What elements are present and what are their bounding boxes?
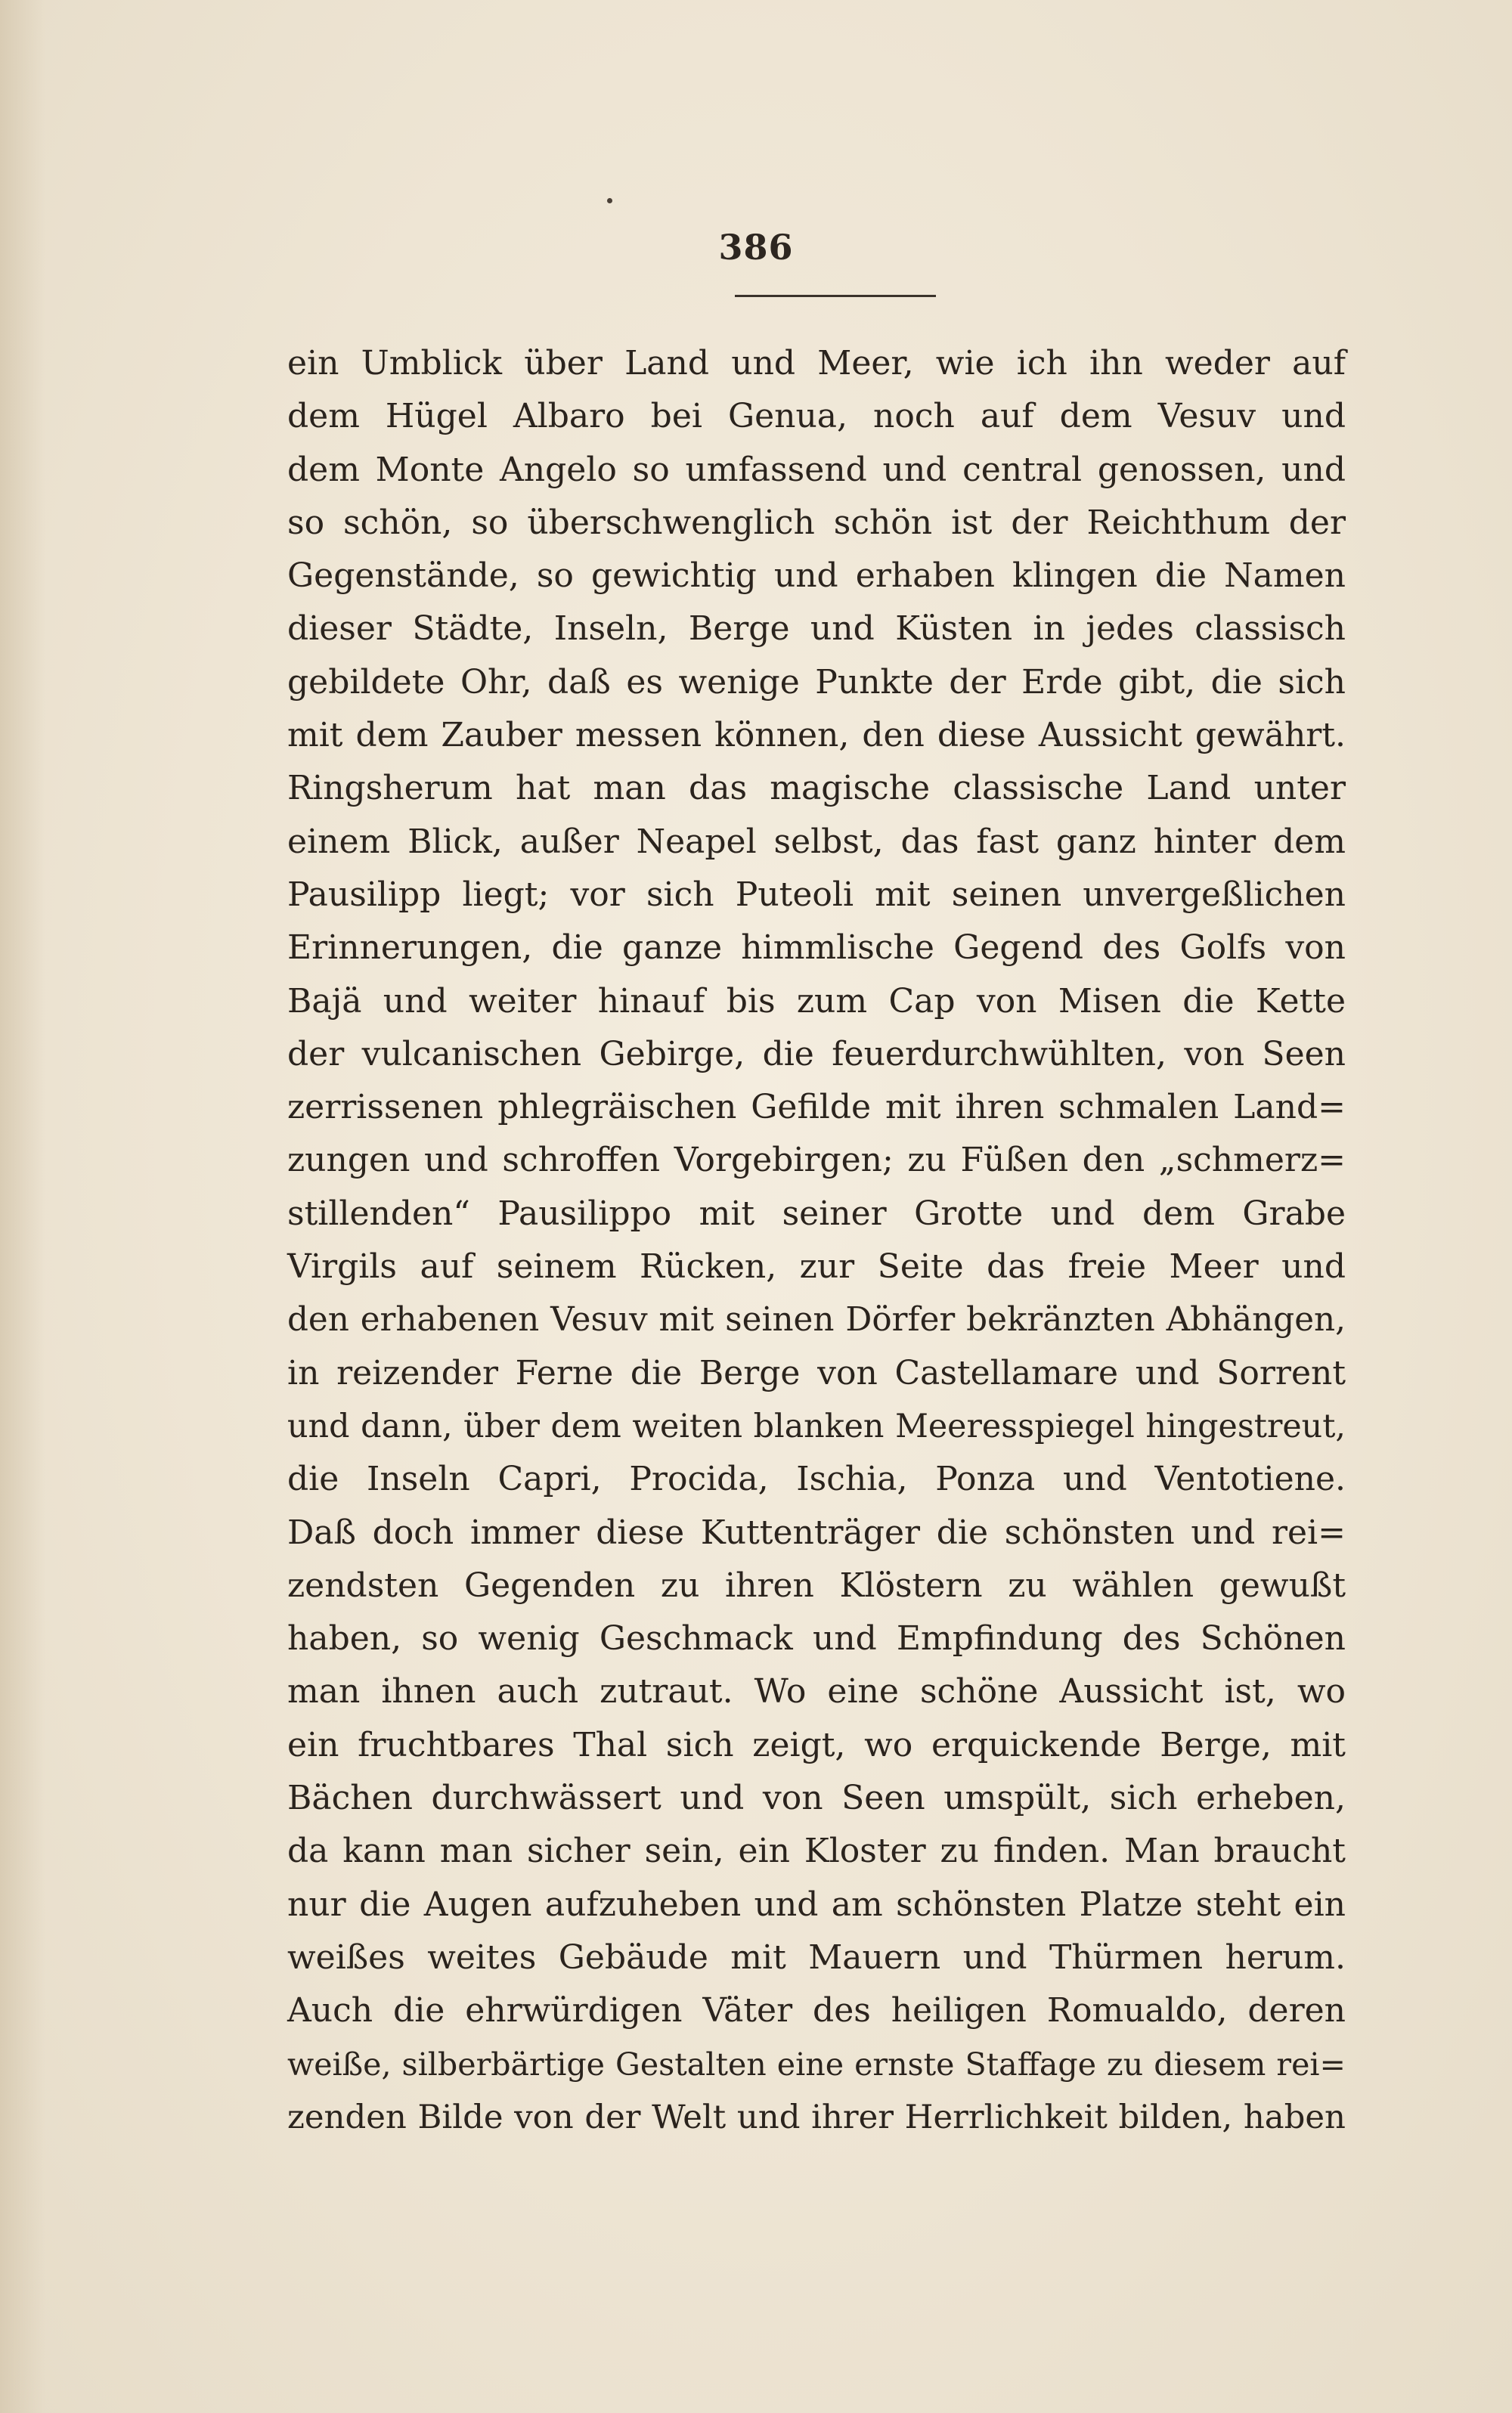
text-line: dieser Städte, Inseln, Berge und Küsten in jedes classisch: [287, 609, 1346, 649]
text-line: man ihnen auch zutraut. Wo eine schöne Aussicht ist, wo: [287, 1672, 1346, 1711]
text-line: den erhabenen Vesuv mit seinen Dörfer bekränzten Abhängen,: [287, 1301, 1346, 1340]
text-line: Pausilipp liegt; vor sich Puteoli mit seinen unvergeßlichen: [287, 875, 1346, 914]
text-line: einem Blick, außer Neapel selbst, das fast ganz hinter dem: [287, 822, 1346, 861]
text-line: zenden Bilde von der Welt und ihrer Herrlichkeit bilden, haben: [287, 2098, 1346, 2136]
text-line: Bächen durchwässert und von Seen umspült, sich erheben,: [287, 1779, 1346, 1818]
text-line: in reizender Ferne die Berge von Castellamare und Sorrent: [287, 1353, 1346, 1392]
text-line: Gegenstände, so gewichtig und erhaben klingen die Namen: [287, 556, 1346, 596]
body-text: [287, 337, 1346, 2144]
text-line: Ringsherum hat man das magische classische Land unter: [287, 769, 1346, 808]
text-line: Auch die ehrwürdigen Väter des heiligen Romualdo, deren: [287, 1991, 1346, 2030]
page-number: 386: [718, 227, 794, 268]
text-line: haben, so wenig Geschmack und Empfindung des Schönen: [287, 1619, 1346, 1659]
text-line: Virgils auf seinem Rücken, zur Seite das freie Meer und: [287, 1247, 1346, 1287]
text-line: zerrissenen phlegräischen Gefilde mit ihren schmalen Land=: [287, 1088, 1346, 1127]
text-line: da kann man sicher sein, ein Kloster zu finden. Man braucht: [287, 1832, 1346, 1871]
text-line: gebildete Ohr, daß es wenige Punkte der Erde gibt, die sich: [287, 662, 1346, 702]
text-line: stillenden“ Pausilippo mit seiner Grotte und dem Grabe: [287, 1194, 1346, 1233]
header-rule: [735, 295, 936, 297]
text-line: Daß doch immer diese Kuttenträger die schönsten und rei=: [287, 1513, 1346, 1552]
text-line: weißes weites Gebäude mit Mauern und Thürmen herum.: [287, 1938, 1346, 1977]
ink-speck: [607, 198, 612, 203]
text-line: zungen und schroffen Vorgebirgen; zu Füßen den „schmerz=: [287, 1141, 1346, 1180]
text-line: weiße, silberbärtige Gestalten eine ernste Staffage zu diesem rei=: [287, 2046, 1346, 2083]
text-line: ein fruchtbares Thal sich zeigt, wo erquickende Berge, mit: [287, 1725, 1346, 1764]
text-line: und dann, über dem weiten blanken Meeresspiegel hingestreut,: [287, 1407, 1346, 1445]
text-line: die Inseln Capri, Procida, Ischia, Ponza und Ventotiene.: [287, 1460, 1346, 1499]
text-line: Erinnerungen, die ganze himmlische Gegend des Golfs von: [287, 928, 1346, 968]
text-line: mit dem Zauber messen können, den diese Aussicht gewährt.: [287, 716, 1346, 755]
text-line: nur die Augen aufzuheben und am schönsten Platze steht ein: [287, 1885, 1346, 1924]
text-line: ein Umblick über Land und Meer, wie ich ihn weder auf: [287, 344, 1346, 383]
text-line: der vulcanischen Gebirge, die feuerdurchwühlten, von Seen: [287, 1034, 1346, 1073]
text-line: dem Monte Angelo so umfassend und central genossen, und: [287, 450, 1346, 489]
page-edge-shadow: [0, 0, 45, 2413]
text-line: dem Hügel Albaro bei Genua, noch auf dem Vesuv und: [287, 397, 1346, 436]
text-line: zendsten Gegenden zu ihren Klöstern zu wählen gewußt: [287, 1566, 1346, 1605]
text-line: Bajä und weiter hinauf bis zum Cap von Misen die Kette: [287, 981, 1346, 1021]
text-line: so schön, so überschwenglich schön ist der Reichthum der: [287, 503, 1346, 542]
